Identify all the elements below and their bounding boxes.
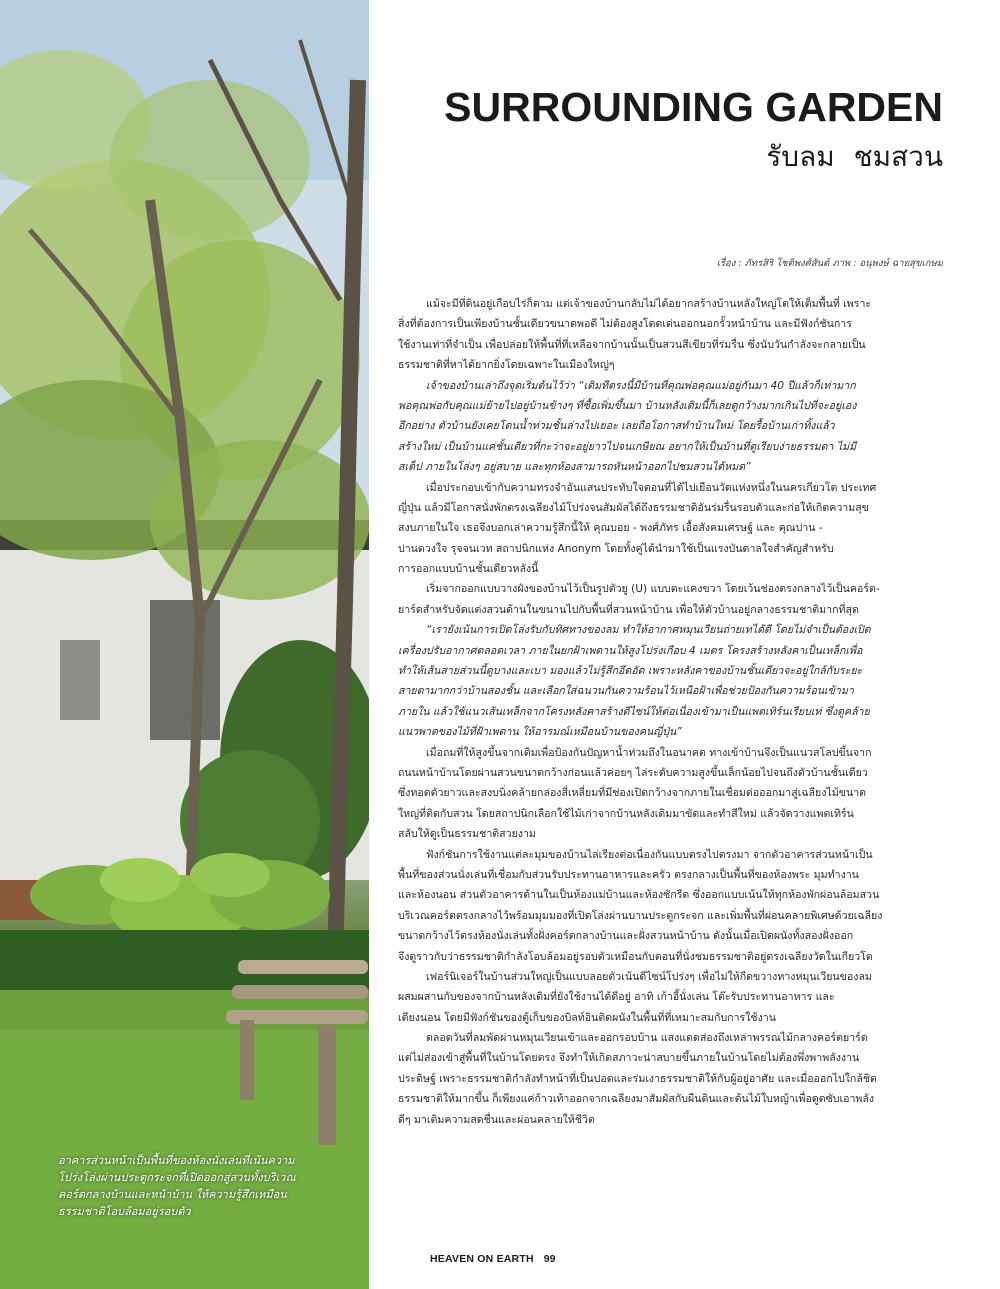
article-line: สิ่งที่ต้องการเป็นเพียงบ้านชั้นเดียวขนาดพอดี ไม่ต้องสูงโดดเด่นออกนอกรั้วหน้าบ้าน และมีฟังก์ชันการ	[398, 318, 852, 331]
page-subtitle: รับลม ชมสวน	[766, 140, 943, 173]
article-line: ขนาดกว้างไว้ตรงห้องนั่งเล่นทั้งฝั่งคอร์ตกลางบ้านและฝั่งสวนหน้าบ้าน ดังนั้นเมื่อเปิดผนังทั้งสองฝั่งออก	[398, 930, 854, 943]
article-line: ภายใน แล้วใช้แนวเส้นเหล็กจากโครงหลังคาสร้างดีไซน์ให้ต่อเนื่องเข้ามาเป็นแพตเทิร์นเรียบเท่ ซึ่งดูคล้าย	[398, 705, 870, 718]
article-line: ใช้งานเท่าที่จำเป็น เพื่อปล่อยให้พื้นที่ที่เหลือจากบ้านนั้นเป็นสวนสีเขียวที่ร่มรื่น ซึ่งนับวันกำลังจะกลายเป็น	[398, 338, 866, 351]
article-line: แต่ไม่ส่องเข้าสู่พื้นที่ในบ้านโดยตรง จึงทำให้เกิดสภาวะน่าสบายขึ้นภายในบ้านโดยไม่ต้องพึ่งพาพลังงาน	[398, 1052, 860, 1065]
article-line: สายตามากกว่าบ้านสองชั้น และเลือกใส่ฉนวนกันความร้อนไว้เหนือฝ้าเพื่อช่วยป้องกันความร้อนเข้ามา	[398, 685, 854, 698]
article-line: ดีๆ มาเติมความสดชื่นและผ่อนคลายให้ชีวิต	[398, 1113, 595, 1126]
article-line: สงบภายในใจ เธอจึงบอกเล่าความรู้สึกนี้ให้ คุณบอย - พงศ์ภัทร เอื้อสังคมเศรษฐ์ และ คุณปาน -	[398, 522, 823, 535]
article-line: พื้นที่ของส่วนนั่งเล่นที่เชื่อมกับส่วนรับประทานอาหารและครัว ตรงกลางเป็นพื้นที่ของห้องพระ มุมทำงาน	[398, 868, 859, 881]
article-line: อีกอย่าง ตัวบ้านยังเคยโดนน้ำท่วมชั้นล่างไปเยอะ เลยถือโอกาสทำบ้านใหม่ โดยรื้อบ้านเก่าทิ้งแล้ว	[398, 420, 835, 433]
article-line: แนวพาดของไม้ที่ฝ้าเพดาน ให้อารมณ์เหมือนบ้านของคนญี่ปุ่น”	[398, 726, 682, 739]
article-line: สเต็ป ภายในโล่งๆ อยู่สบาย และทุกห้องสามารถหันหน้าออกไปชมสวนได้หมด”	[398, 461, 751, 474]
article-line: เริ่มจากออกแบบวางผังของบ้านไว้เป็นรูปตัวยู (U) แบบตะแคงขวา โดยเว้นช่องตรงกลางไว้เป็นคอร์ต-	[426, 583, 880, 596]
article-line: พอคุณพ่อกับคุณแม่ย้ายไปอยู่บ้านข้างๆ ที่ซื้อเพิ่มขึ้นมา บ้านหลังเดิมนี้ก็เลยดูกว้างมากเกินไปที่จะอยู่เอง	[398, 399, 857, 412]
caption-line: อาคารส่วนหน้าเป็นพื้นที่ของห้องนั่งเล่นที่เน้นความ	[58, 1154, 295, 1167]
article-line: จึงดูราวกับว่าธรรมชาติกำลังโอบล้อมอยู่รอบตัวเหมือนกับตอนที่นั่งชมธรรมชาติอยู่ตรงเฉลียงวัดในเกียวโต	[398, 950, 873, 963]
magazine-name: HEAVEN ON EARTH	[430, 1253, 534, 1265]
article-line: ซึ่งทอดตัวยาวและสงบนิ่งคล้ายกล่องสี่เหลี่ยมที่มีช่องเปิดกว้างจากภายในเชื่อมต่อออกมาสู่เฉลียงไม้ขนาด	[398, 787, 867, 800]
article-line: ยาร์ดสำหรับจัดแต่งสวนด้านในขนานไปกับพื้นที่สวนหน้าบ้าน เพื่อให้ตัวบ้านอยู่กลางธรรมชาติมากที่สุด	[398, 603, 859, 616]
article-line: ประดิษฐ์ เพราะธรรมชาติกำลังทำหน้าที่เป็นปอดและร่มเงาธรรมชาติให้กับผู้อยู่อาศัย และเมื่อออกไปใกล้ชิด	[398, 1072, 877, 1085]
article-line: ใหญ่ที่ติดกับสวน โดยสถาปนิกเลือกใช้ไม้เก่าจากบ้านหลังเดิมมาขัดและทำสีใหม่ แล้วจัดวางแพตเทิร์น	[398, 807, 854, 820]
article-line: “เรายังเน้นการเปิดโล่งรับกับทิศทางของลม ทำให้อากาศหมุนเวียนถ่ายเทได้ดี โดยไม่จำเป็นต้องเปิด	[426, 624, 871, 637]
garden-illustration	[0, 0, 369, 1289]
article-line: เมื่อถมที่ให้สูงขึ้นจากเดิมเพื่อป้องกันปัญหาน้ำท่วมถึงในอนาคต ทางเข้าบ้านจึงเป็นแนวสโลปขึ้นจาก	[426, 746, 872, 759]
photo-caption	[58, 1152, 320, 1220]
page-footer	[430, 1253, 555, 1265]
article-line: ธรรมชาติที่หาได้ยากยิ่งโดยเฉพาะในเมืองใหญ่ๆ	[398, 359, 615, 372]
article-line: ฟังก์ชันการใช้งานแต่ละมุมของบ้านไล่เรียงต่อเนื่องกันแบบตรงไปตรงมา จากตัวอาคารส่วนหน้าเป็น	[426, 848, 873, 861]
caption-line: ธรรมชาติโอบล้อมอยู่รอบตัว	[58, 1205, 191, 1218]
article-line: แม้จะมีที่ดินอยู่เกือบไร่ก็ตาม แต่เจ้าของบ้านกลับไม่ได้อยากสร้างบ้านหลังใหญ่โตให้เต็มพื้นที่ เพราะ	[426, 298, 872, 310]
article-line: ผสมผสานกับของจากบ้านหลังเดิมที่ยังใช้งานได้ดีอยู่ อาทิ เก้าอี้นั่งเล่น โต๊ะรับประทานอาหาร และ	[398, 991, 835, 1004]
article-line: เครื่องปรับอากาศตลอดเวลา ภายในยกฝ้าเพดานให้สูงโปร่งเกือบ 4 เมตร โครงสร้างหลังคาเป็นเหล็กเพื่อ	[398, 644, 863, 657]
article-line: สร้างใหม่ เป็นบ้านแค่ชั้นเดียวที่กะว่าจะอยู่ยาวไปจนเกษียณ อยากให้เป็นบ้านที่ดูเรียบง่ายธรรมดา ไม่มี	[398, 440, 857, 453]
article-line: ธรรมชาติให้มากขึ้น ก็เพียงแค่ก้าวเท้าออกจากเฉลียงมาสัมผัสกับผืนดินและต้นไม้ใบหญ้าเพื่อดูดซับเอาพลัง	[398, 1093, 875, 1106]
article-line: บริเวณคอร์ตตรงกลางไว้พร้อมมุมมองที่เปิดโล่งผ่านบานประตูกระจก และเพิ่มพื้นที่ผ่อนคลายพิเศษด้วยเฉลียง	[398, 909, 883, 922]
article-line: เมื่อประกอบเข้ากับความทรงจำอันแสนประทับใจตอนที่ได้ไปเยือนวัดแห่งหนึ่งในนครเกียวโต ประเทศ	[426, 481, 877, 494]
article-line: ญี่ปุ่น แล้วมีโอกาสนั่งพักตรงเฉลียงไม้โปร่งจนสัมผัสได้ถึงธรรมชาติอันร่มรื่นรอบตัวและก่อให้เกิดความสุข	[398, 501, 869, 514]
article-line: และห้องนอน ส่วนตัวอาคารด้านในเป็นห้องแม่บ้านและห้องซักรีด ซึ่งออกแบบเน้นให้ทุกห้องพักผ่อนล้อมสวน	[398, 889, 880, 902]
article-line: เตียงนอน โดยมีฟังก์ชันของตู้เก็บของบิลท์อินติดผนังในพื้นที่ที่เหมาะสมกับการใช้งาน	[398, 1011, 776, 1024]
caption-line: คอร์ตกลางบ้านและหน้าบ้าน ให้ความรู้สึกเหมือน	[58, 1188, 287, 1201]
article-line: ทำให้เส้นสายส่วนนี้ดูบางและเบา มองแล้วไม่รู้สึกอึดอัด เพราะหลังคาของบ้านชั้นเดียวจะอยู่ใกล้กับระยะ	[398, 665, 863, 678]
article-line: ตลอดวันที่ลมพัดผ่านหมุนเวียนเข้าและออกรอบบ้าน แสงแดดส่องถึงเหล่าพรรณไม้กลางคอร์ตยาร์ด	[426, 1032, 868, 1045]
article-line: การออกแบบบ้านชั้นเดียวหลังนี้	[398, 563, 539, 576]
article-line: สลับให้ดูเป็นธรรมชาติสวยงาม	[398, 828, 536, 841]
article-line: ถนนหน้าบ้านโดยผ่านสวนขนาดกว้างก่อนแล้วค่อยๆ ไล่ระดับความสูงขึ้นเล็กน้อยไปจนถึงตัวบ้านชั้นเดียว	[398, 766, 868, 779]
page-number: 99	[543, 1253, 556, 1265]
article-line: เฟอร์นิเจอร์ในบ้านส่วนใหญ่เป็นแบบลอยตัวเน้นดีไซน์โปร่งๆ เพื่อไม่ให้กีดขวางทางหมุนเวียนของลม	[426, 970, 872, 983]
garden-photo	[0, 0, 369, 1289]
article-line: เจ้าของบ้านเล่าถึงจุดเริ่มต้นไว้ว่า “เดิมทีตรงนี้มีบ้านที่คุณพ่อคุณแม่อยู่กันมา 40 ปีแล้วก็เท่ามาก	[426, 379, 856, 392]
article-body	[398, 294, 945, 1130]
page-title: SURROUNDING GARDEN	[444, 84, 943, 130]
article-line: ปานดวงใจ รุจจนเวท สถาปนิกแห่ง Anonym โดยทั้งคู่ได้นำมาใช้เป็นแรงบันดาลใจสำคัญสำหรับ	[398, 542, 834, 555]
caption-line: โปร่งโล่งผ่านประตูกระจกที่เปิดออกสู่สวนทั้งบริเวณ	[58, 1171, 296, 1184]
byline: เรื่อง : ภัทรสิริ โชติพงศ์สันต์ ภาพ : อนุพงษ์ ฉายสุขเกษม	[716, 258, 943, 269]
